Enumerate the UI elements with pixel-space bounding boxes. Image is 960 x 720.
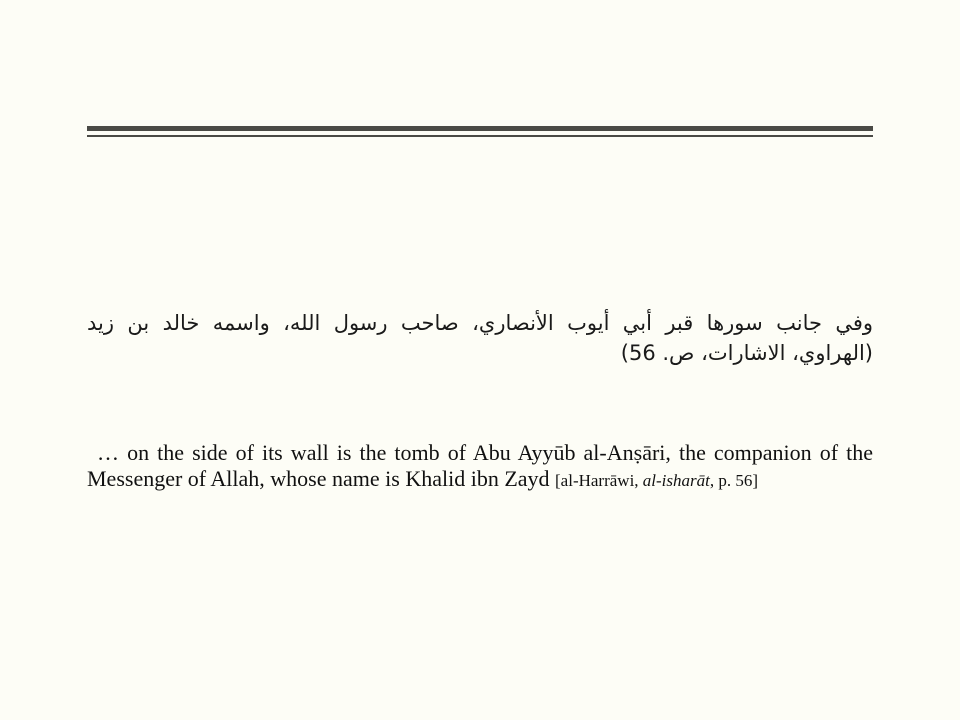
citation [555,471,758,490]
citation-close: , p. 56] [709,471,759,490]
citation-open: [al-Harrāwi, [555,471,643,490]
header-rule-thin [87,135,873,137]
arabic-quote: وفي جانب سورها قبر أبي أيوب الأنصاري، صاحب رسول الله، واسمه خالد بن زيد (الهراوي، الاشارات، ص. 56) [87,311,873,365]
header-rule-thick [87,126,873,131]
english-translation [87,440,873,494]
translation-text: … on the side of its wall is the tomb of Abu Ayyūb al-Anṣāri, the companion of the Messenger of Allah, whose name is Khalid ibn Zayd [87,440,873,491]
citation-title: al-isharāt [642,471,710,490]
